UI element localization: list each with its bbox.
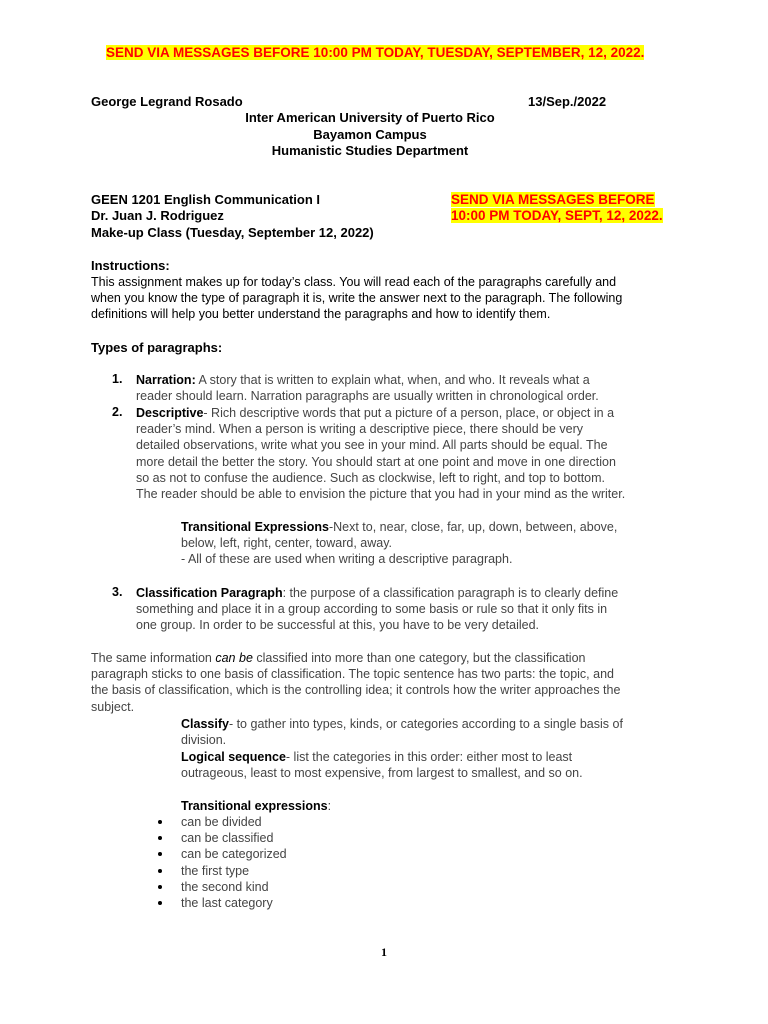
instructions-line: definitions will help you better understand the paragraphs and how to identify them. [91,307,551,322]
campus-name: Bayamon Campus [313,127,427,142]
university-name: Inter American University of Puerto Rico [245,110,495,125]
type-3-term: Classification Paragraph [136,586,283,600]
types-heading: Types of paragraphs: [91,340,223,355]
course-deadline-notice-2: 10:00 PM TODAY, SEPT, 12, 2022. [451,208,663,223]
bullet-icon [158,852,162,856]
course-title: GEEN 1201 English Communication I [91,192,320,207]
department-name: Humanistic Studies Department [271,143,469,158]
submission-date: 13/Sep./2022 [528,94,607,109]
type-1-number: 1. [112,372,123,386]
logical-sequence-definition: Logical sequence- list the categories in this order: either most to least outrageous, least to most expensive, from largest to smallest, and so on. [181,750,583,781]
professor-name: Dr. Juan J. Rodriguez [91,208,224,223]
page-number: 1 [381,945,387,959]
class-info: Make-up Class (Tuesday, September 12, 2022) [91,225,374,240]
instructions-heading: Instructions: [91,258,170,273]
bullet-icon [158,869,162,873]
classify-term: Classify [181,717,229,731]
list-item: the second kind [181,879,269,894]
list-item: can be classified [181,831,274,846]
type-3-number: 3. [112,585,123,599]
type-2-term: Descriptive [136,406,204,420]
type-2-descriptive: Descriptive- Rich descriptive words that put a picture of a person, place, or object in a reader’s mind. When a person is writing a descriptive piece, there should be very detailed observations, write what you see in your mind. All parts should be equal. The more detail the better the story. You should start at one point and move in one direction so as not to confuse the audience. Such as clockwise, left to right, and top to bottom. The reader should be able to envision the picture that you had in your mind as the writer. [136,406,626,502]
transitional-expressions-heading: Transitional expressions: [181,799,332,813]
banner-part-1: SEND VIA MESSAGES BEFORE [106,45,310,60]
instructions-line: This assignment makes up for today’s class. You will read each of the paragraphs carefully and [91,275,617,289]
top-deadline-banner [106,45,644,61]
classification-text: The same information can be classified into more than one category, but the classification paragraph sticks to one basis of classification. The topic sentence has two parts: the topic, and the basis of classification, which is the controlling idea; it controls how the writer approaches the subject. [91,651,621,714]
list-item: can be divided [181,815,262,829]
instructions-text [91,274,622,323]
student-name: George Legrand Rosado [91,94,243,109]
classify-definition: Classify- to gather into types, kinds, or categories according to a single basis of division. [181,717,623,748]
type-3-classification: Classification Paragraph: the purpose of a classification paragraph is to clearly define something and place it in a group according to some basis or rule so that it only fits in one group. In order to be successful at this, you have to be very detailed. [136,586,619,633]
descriptive-transitions: Transitional Expressions-Next to, near, close, far, up, down, between, above, below, left, right, center, toward, away. - All of these are used when writing a descriptive paragraph. [181,520,618,567]
list-item: the first type [181,863,250,878]
list-item: can be categorized [181,847,287,862]
bullet-icon [158,885,162,889]
banner-part-2: 10:00 PM TODAY, TUESDAY, SEPTEMBER, 12, 2022. [309,45,645,60]
type-1-term: Narration: [136,373,196,387]
bullet-icon [158,836,162,840]
type-1-narration: Narration: A story that is written to explain what, when, and who. It reveals what a reader should learn. Narration paragraphs are usually written in chronological order. [136,373,599,404]
list-item: the last category [181,896,273,910]
descriptive-transitions-term: Transitional Expressions [181,520,329,534]
type-2-number: 2. [112,405,123,419]
bullet-icon [158,901,162,905]
bullet-icon [158,820,162,824]
logical-sequence-term: Logical sequence [181,750,286,764]
course-deadline-notice-1: SEND VIA MESSAGES BEFORE [451,192,655,207]
instructions-line: when you know the type of paragraph it is, write the answer next to the paragraph. The following [91,291,623,306]
